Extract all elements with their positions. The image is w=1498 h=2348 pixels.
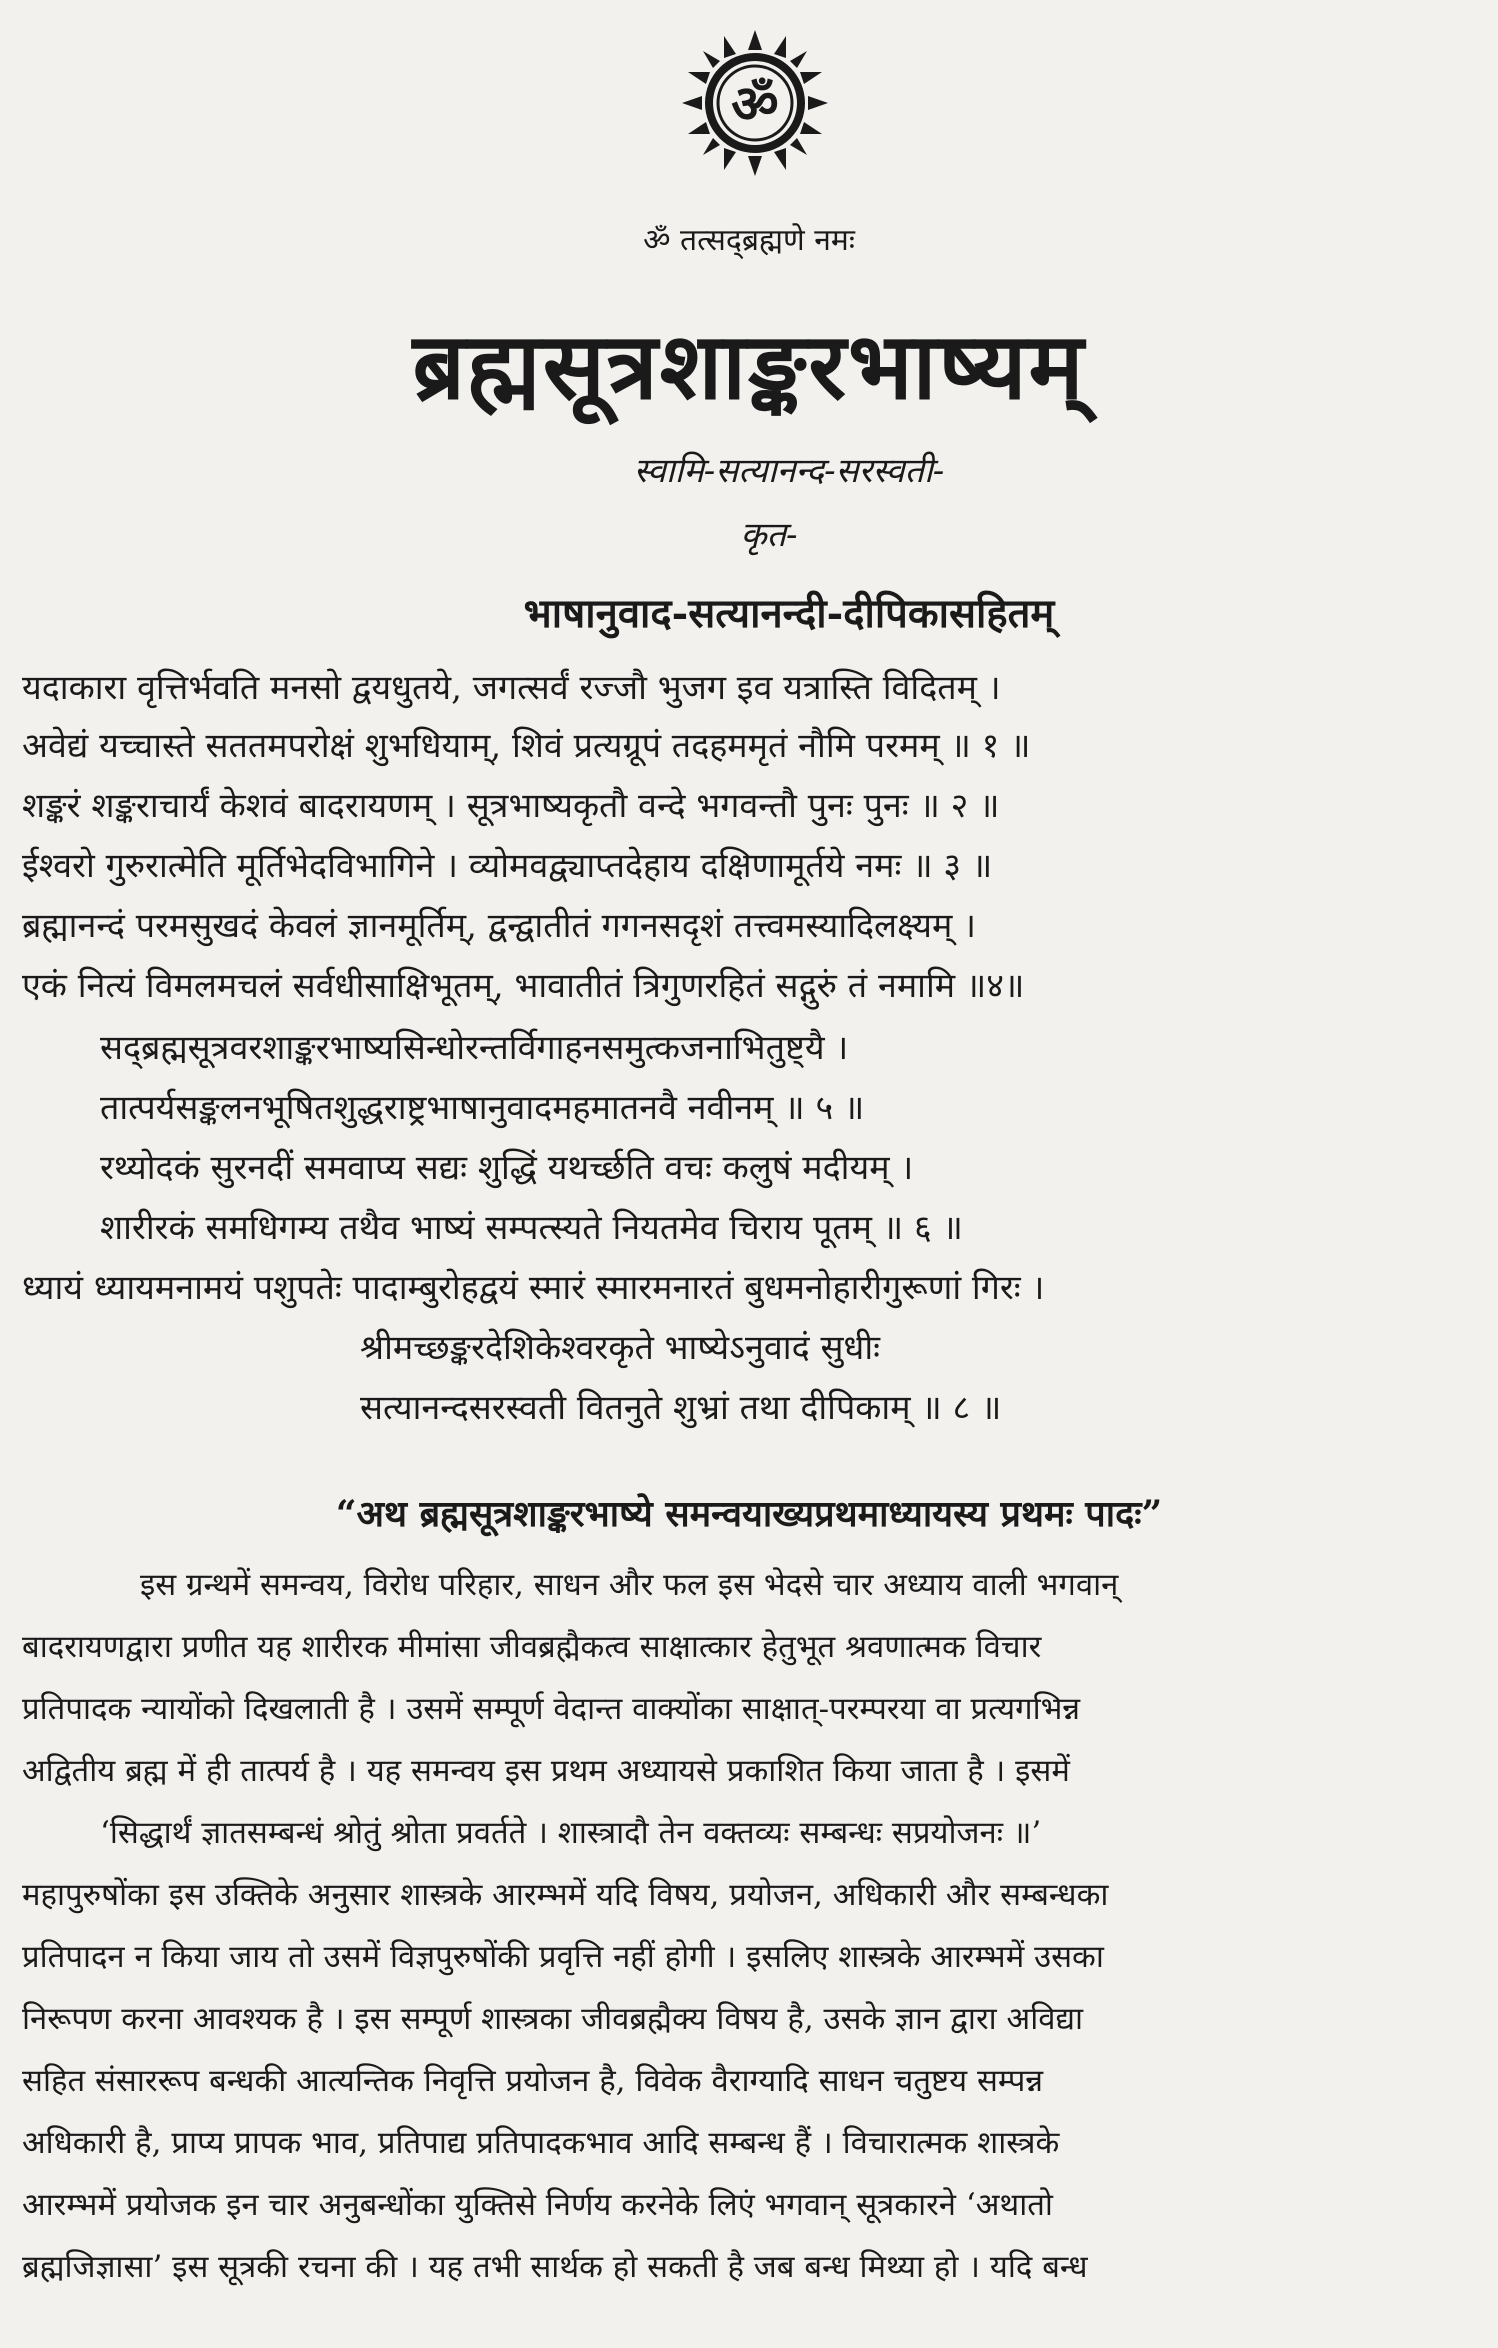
verse-line: ध्यायं ध्यायमनामयं पशुपतेः पादाम्बुरोहद्वयं स्मारं स्मारमनारतं बुधमनोहारीगुरूणां गिरः ।: [22, 1268, 1045, 1308]
chapter-heading: “अथ ब्रह्मसूत्रशाङ्करभाष्ये समन्वयाख्यप्रथमाध्यायस्य प्रथमः पादः”: [335, 1493, 1163, 1535]
verse-line: रथ्योदकं सुरनदीं समवाप्य सद्यः शुद्धिं यथर्च्छति वचः कलुषं मदीयम् ।: [100, 1148, 914, 1188]
verse-line: अवेद्यं यच्चास्ते सततमपरोक्षं शुभधियाम्, शिवं प्रत्यग्रूपं तदहममृतं नौमि परमम् ॥ १ ॥: [22, 726, 1031, 766]
author-line: स्वामि-सत्यानन्द-सरस्वती-: [633, 451, 945, 491]
om-glyph: ॐ: [731, 75, 779, 135]
verse-line: ब्रह्मानन्दं परमसुखदं केवलं ज्ञानमूर्तिम्, द्वन्द्वातीतं गगनसदृशं तत्त्वमस्यादिलक्ष्यम् ।: [22, 906, 976, 946]
prose-line: अधिकारी है, प्राप्य प्रापक भाव, प्रतिपाद्य प्रतिपादकभाव आदि सम्बन्ध हैं । विचारात्मक शास्त्रके: [22, 2125, 1060, 2161]
prose-line: निरूपण करना आवश्यक है । इस सम्पूर्ण शास्त्रका जीवब्रह्मैक्य विषय है, उसके ज्ञान द्वारा अविद्या: [22, 2001, 1084, 2037]
verse-line: ईश्वरो गुरुरात्मेति मूर्तिभेदविभागिने । व्योमवद्व्याप्तदेहाय दक्षिणामूर्तये नमः ॥ ३ ॥: [22, 846, 993, 886]
prose-line: आरम्भमें प्रयोजक इन चार अनुबन्धोंका युक्तिसे निर्णय करनेके लिएं भगवान् सूत्रकारने ‘अथातो: [22, 2187, 1053, 2223]
verse-line: यदाकारा वृत्तिर्भवति मनसो द्वयधुतये, जगत्सर्वं रज्जौ भुजग इव यत्रास्ति विदितम् ।: [22, 668, 1001, 708]
prose-line: प्रतिपादन न किया जाय तो उसमें विज्ञपुरुषोंकी प्रवृत्ति नहीं होगी । इसलिए शास्त्रके आरम्भमें उसका: [22, 1939, 1104, 1975]
verse-line: एकं नित्यं विमलमचलं सर्वधीसाक्षिभूतम्, भावातीतं त्रिगुणरहितं सद्गुरुं तं नमामि ॥४॥: [22, 966, 1025, 1006]
krita-line: कृत-: [740, 515, 798, 555]
verse-line: सत्यानन्दसरस्वती वितनुते शुभ्रां तथा दीपिकाम् ॥ ८ ॥: [360, 1388, 1002, 1428]
verse-line: शङ्करं शङ्कराचार्यं केशवं बादरायणम् । सूत्रभाष्यकृतौ वन्दे भगवन्तौ पुनः पुनः ॥ २ ॥: [22, 786, 1000, 826]
prose-line: महापुरुषोंका इस उक्तिके अनुसार शास्त्रके आरम्भमें यदि विषय, प्रयोजन, अधिकारी और सम्बन्धका: [22, 1877, 1109, 1913]
prose-line: अद्वितीय ब्रह्म में ही तात्पर्य है । यह समन्वय इस प्रथम अध्यायसे प्रकाशित किया जाता है । इसमें: [22, 1753, 1070, 1789]
prose-line: बादरायणद्वारा प्रणीत यह शारीरक मीमांसा जीवब्रह्मैकत्व साक्षात्कार हेतुभूत श्रवणात्मक विचार: [22, 1629, 1042, 1665]
verse-line: शारीरकं समधिगम्य तथैव भाष्यं सम्पत्स्यते नियतमेव चिराय पूतम् ॥ ६ ॥: [100, 1208, 963, 1248]
verse-line: तात्पर्यसङ्कलनभूषितशुद्धराष्ट्रभाषानुवादमहमातनवै नवीनम् ॥ ५ ॥: [100, 1088, 865, 1128]
verse-line: सद्ब्रह्मसूत्रवरशाङ्करभाष्यसिन्धोरन्तर्विगाहनसमुत्कजनाभितुष्ट्यै ।: [100, 1028, 849, 1068]
page-title: ब्रह्मसूत्रशाङ्करभाष्यम्: [412, 312, 1086, 420]
verse-line: श्रीमच्छङ्करदेशिकेश्वरकृते भाष्येऽनुवादं सुधीः: [360, 1328, 881, 1368]
om-sun-emblem-icon: [680, 28, 830, 178]
prose-line: इस ग्रन्थमें समन्वय, विरोध परिहार, साधन और फल इस भेदसे चार अध्याय वाली भगवान्: [140, 1567, 1119, 1603]
prose-line: सहित संसाररूप बन्धकी आत्यन्तिक निवृत्ति प्रयोजन है, विवेक वैराग्यादि साधन चतुष्टय सम्पन्न: [22, 2063, 1044, 2099]
prose-line: ब्रह्मजिज्ञासा’ इस सूत्रकी रचना की । यह तभी सार्थक हो सकती है जब बन्ध मिथ्या हो । यदि बन्ध: [22, 2249, 1088, 2285]
prose-line: प्रतिपादक न्यायोंको दिखलाती है । उसमें सम्पूर्ण वेदान्त वाक्योंका साक्षात्-परम्परया वा प्रत्यगभिन्न: [22, 1691, 1081, 1727]
prose-line: ‘सिद्धार्थं ज्ञातसम्बन्धं श्रोतुं श्रोता प्रवर्तते । शास्त्रादौ तेन वक्तव्यः सम्बन्धः सप्रयोजनः ॥’: [100, 1815, 1042, 1851]
invocation-line: ॐ तत्सद्ब्रह्मणे नमः: [643, 223, 855, 258]
subtitle: भाषानुवाद-सत्यानन्दी-दीपिकासहितम्: [523, 590, 1055, 637]
